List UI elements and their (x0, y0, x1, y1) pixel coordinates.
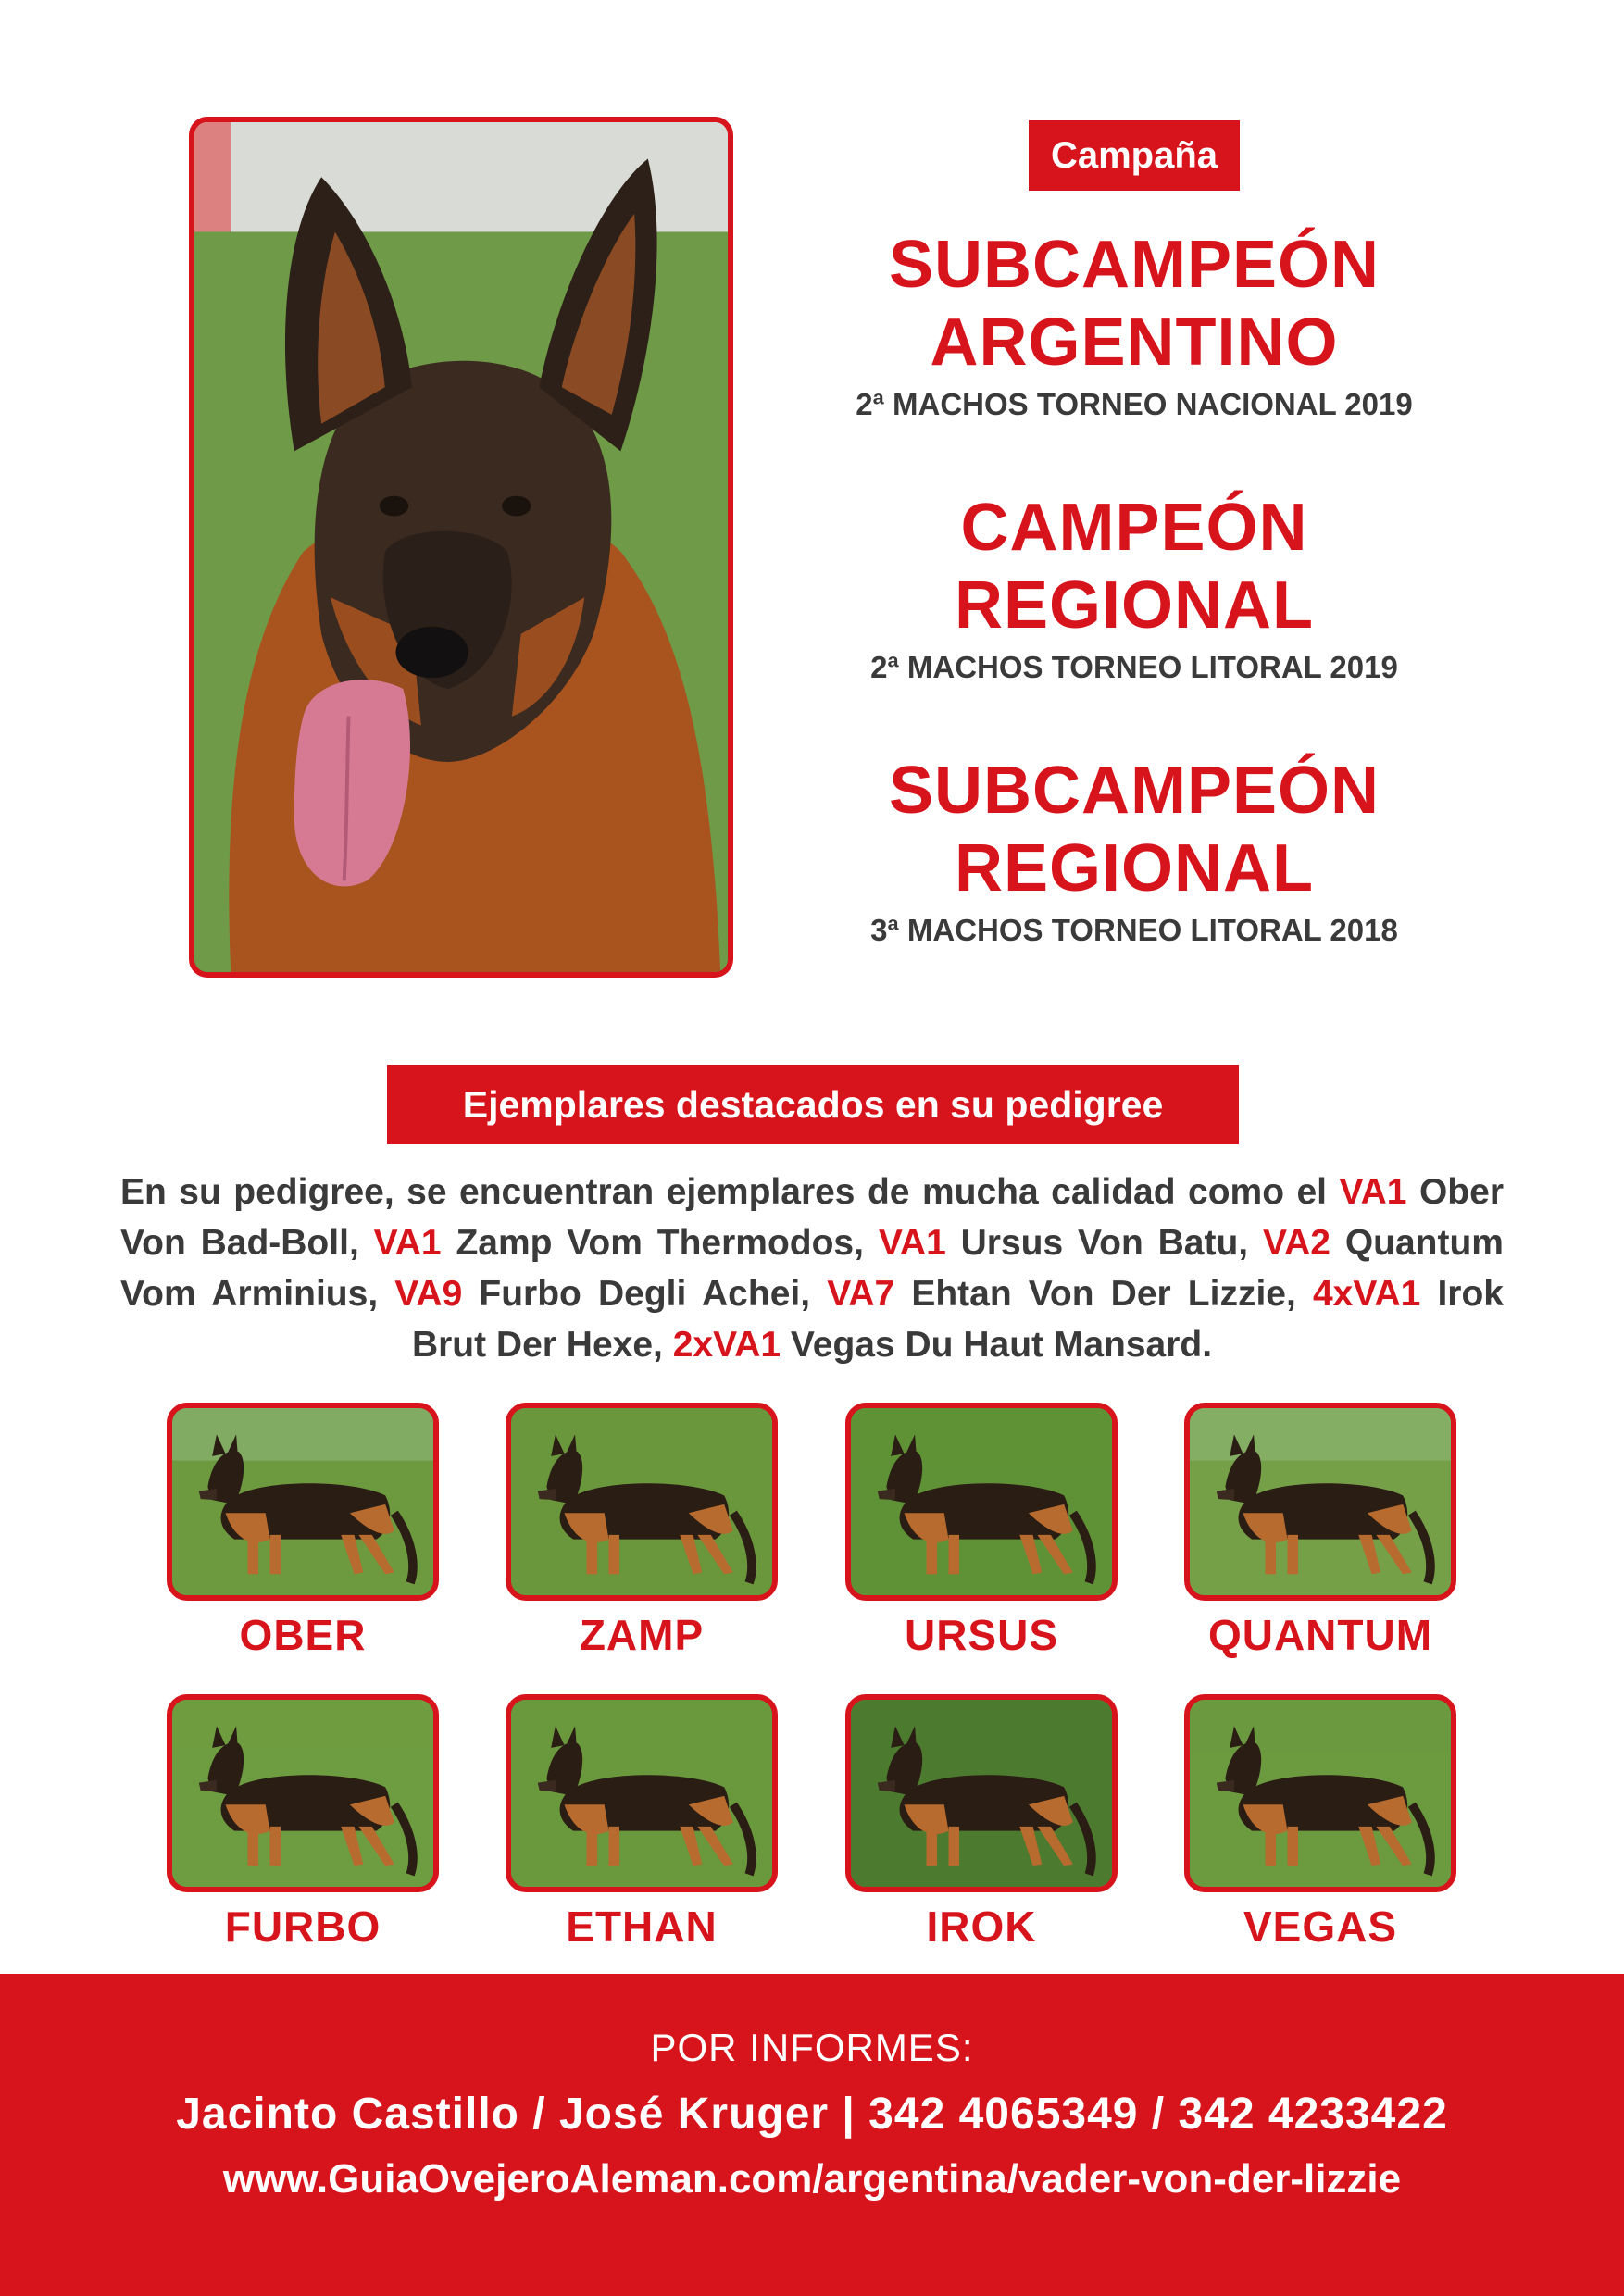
footer-url-link[interactable]: www.GuiaOvejeroAleman.com/argentina/vader-von-der-lizzie (222, 2156, 1402, 2202)
dog-card (845, 1403, 1118, 1660)
award-title: REGIONAL (954, 568, 1314, 643)
dog-card (167, 1403, 439, 1660)
campaign-tag: Campaña (1029, 120, 1240, 191)
dog-name: ETHAN (566, 1903, 718, 1951)
pedigree-dog-name: Zamp Vom Thermodos (456, 1223, 855, 1263)
pedigree-separator: , (800, 1274, 811, 1314)
pedigree-separator: , (1286, 1274, 1296, 1314)
pedigree-separator: , (368, 1274, 379, 1314)
dog-name: ZAMP (579, 1611, 705, 1659)
dog-photo (506, 1403, 778, 1601)
dog-card (1184, 1694, 1456, 1952)
dog-photo (845, 1694, 1118, 1892)
pedigree-rating: VA1 (373, 1223, 442, 1263)
pedigree-entry (673, 1325, 1212, 1365)
award-title: SUBCAMPEÓN (888, 754, 1380, 828)
pedigree-rating: VA1 (1339, 1172, 1407, 1212)
award-title: CAMPEÓN (960, 491, 1308, 565)
pedigree-dog-name: Quantum Vom Arminius (120, 1223, 1504, 1314)
pedigree-rating: VA7 (827, 1274, 895, 1314)
dog-card (1184, 1403, 1456, 1660)
pedigree-dog-name: Furbo Degli Achei (479, 1274, 801, 1314)
main-dog-photo (189, 117, 733, 978)
dog-name: QUANTUM (1207, 1611, 1433, 1659)
dog-name: OBER (239, 1611, 367, 1659)
pedigree-dog-name: Ehtan Von Der Lizzie (911, 1274, 1286, 1314)
award-title: REGIONAL (954, 831, 1314, 905)
award-block-3 (815, 752, 1454, 950)
dog-card (167, 1694, 439, 1952)
pedigree-rating: 2xVA1 (672, 1325, 781, 1365)
pedigree-dog-name: Ursus Von Batu (960, 1223, 1239, 1263)
award-block-1 (815, 226, 1454, 424)
dog-photo-icon (1190, 1408, 1451, 1595)
footer-contact (0, 1974, 1624, 2296)
award-subtitle: 2ª MACHOS TORNEO LITORAL 2019 (870, 650, 1398, 684)
pedigree-paragraph (120, 1167, 1504, 1370)
pedigree-rating: VA9 (394, 1274, 463, 1314)
pedigree-separator: . (1202, 1325, 1213, 1365)
pedigree-entry (374, 1223, 864, 1263)
dog-photo (1184, 1694, 1456, 1892)
pedigree-separator: , (1238, 1223, 1249, 1263)
dog-photo-icon (851, 1700, 1112, 1887)
dog-photo-icon (511, 1700, 772, 1887)
pedigree-dog-name: Vegas Du Haut Mansard (790, 1325, 1203, 1365)
pedigree-dog-name: Irok Brut Der Hexe (411, 1274, 1504, 1365)
dog-name: VEGAS (1243, 1903, 1398, 1951)
dog-photo-icon (511, 1408, 772, 1595)
pedigree-rating: VA1 (878, 1223, 946, 1263)
dog-photo (167, 1694, 439, 1892)
pedigree-separator: , (854, 1223, 864, 1263)
dog-photo-icon (172, 1408, 433, 1595)
dog-photo (167, 1403, 439, 1601)
footer-contacts: Jacinto Castillo / José Kruger | 342 4065349 / 342 4233422 (176, 2090, 1448, 2139)
awards-column (815, 120, 1454, 950)
german-shepherd-portrait (194, 122, 728, 972)
award-title: SUBCAMPEÓN (888, 228, 1380, 302)
pedigree-entry (827, 1274, 1296, 1314)
footer-label: POR INFORMES: (650, 2026, 974, 2069)
dog-card (845, 1694, 1118, 1952)
pedigree-entry (879, 1223, 1248, 1263)
dog-photo-icon (851, 1408, 1112, 1595)
pedigree-intro: En su pedigree, se encuentran ejemplares de mucha calidad como el (120, 1172, 1328, 1212)
award-block-2 (815, 489, 1454, 687)
dog-name: FURBO (224, 1903, 381, 1951)
dog-photo (1184, 1403, 1456, 1601)
dog-name: URSUS (904, 1611, 1059, 1659)
pedigree-dog-name: Ober Von Bad-Boll (120, 1172, 1504, 1263)
award-title: ARGENTINO (930, 306, 1339, 380)
pedigree-separator: , (348, 1223, 359, 1263)
dog-card (506, 1403, 778, 1660)
pedigree-rating: VA2 (1262, 1223, 1330, 1263)
pedigree-separator: , (653, 1325, 663, 1365)
dog-photo (845, 1403, 1118, 1601)
award-subtitle: 3ª MACHOS TORNEO LITORAL 2018 (870, 913, 1398, 947)
dog-photo-icon (1190, 1700, 1451, 1887)
dog-card (506, 1694, 778, 1952)
dog-name: IROK (926, 1903, 1037, 1951)
dog-photo-icon (172, 1700, 433, 1887)
pedigree-rating: 4xVA1 (1312, 1274, 1421, 1314)
pedigree-entry (394, 1274, 810, 1314)
award-subtitle: 2ª MACHOS TORNEO NACIONAL 2019 (856, 387, 1413, 421)
pedigree-banner: Ejemplares destacados en su pedigree (387, 1065, 1239, 1144)
dog-photo (506, 1694, 778, 1892)
